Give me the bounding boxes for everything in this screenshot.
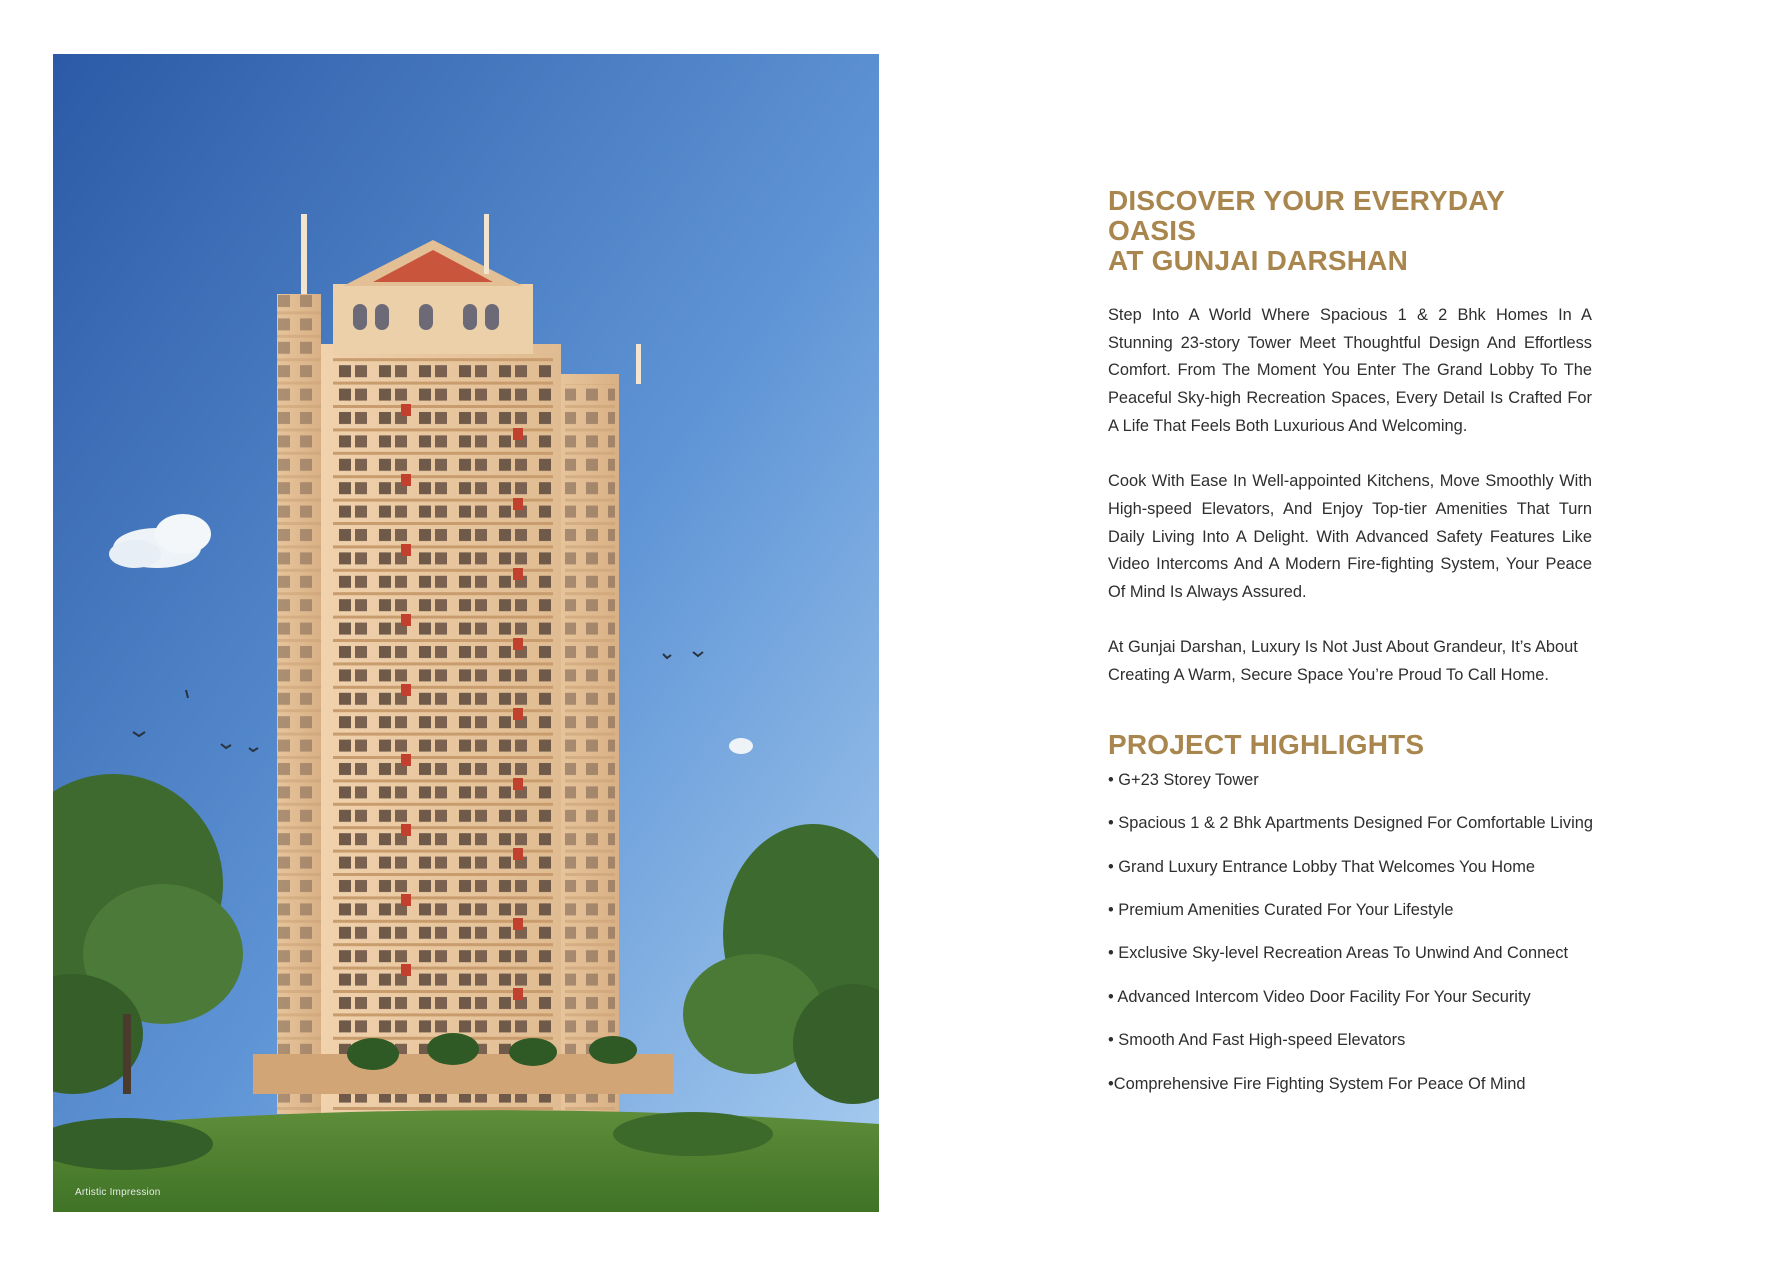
intro-paragraph-2: Cook With Ease In Well-appointed Kitchens, Move Smoothly With High-speed Elevators, And Enjoy Top-tier Amenities That Turn Daily Living Into A Delight. With Advanced Safety Features Like Video Intercoms And A Modern Fire-fighting System, Your Peace Of Mind Is Always Assured. [1108,472,1592,602]
highlight-item: • Spacious 1 & 2 Bhk Apartments Designed For Comfortable Living [1108,814,1593,833]
tower-rendering-image [53,54,879,1212]
highlight-item: •Comprehensive Fire Fighting System For Peace Of Mind [1108,1074,1526,1093]
highlights-heading: PROJECT HIGHLIGHTS [1108,728,1425,760]
highlight-item: • Premium Amenities Curated For Your Lifestyle [1108,900,1454,919]
intro-heading-line-1: DISCOVER YOUR EVERYDAY OASIS [1108,185,1505,246]
intro-paragraph-3: At Gunjai Darshan, Luxury Is Not Just About Grandeur, It’s About Creating A Warm, Secure Space You’re Proud To Call Home. [1108,638,1578,685]
intro-heading [1108,186,1592,276]
intro-heading-line-2: AT GUNJAI DARSHAN [1108,245,1408,276]
highlight-item: • Grand Luxury Entrance Lobby That Welcomes You Home [1108,857,1535,876]
highlight-item: • G+23 Storey Tower [1108,770,1259,789]
content-column [1108,186,1592,1115]
artistic-impression-caption: Artistic Impression [75,1187,161,1198]
highlight-item: • Smooth And Fast High-speed Elevators [1108,1031,1406,1050]
highlight-item: • Exclusive Sky-level Recreation Areas To Unwind And Connect [1108,944,1569,963]
highlights-list [1108,768,1592,1115]
intro-paragraph-1: Step Into A World Where Spacious 1 & 2 Bhk Homes In A Stunning 23-story Tower Meet Thoughtful Design And Effortless Comfort. From The Moment You Enter The Grand Lobby To The Peaceful Sky-high Recreation Spaces, Every Detail Is Crafted For A Life That Feels Both Luxurious And Welcoming. [1108,306,1592,435]
highlight-item: • Advanced Intercom Video Door Facility For Your Security [1108,987,1531,1006]
